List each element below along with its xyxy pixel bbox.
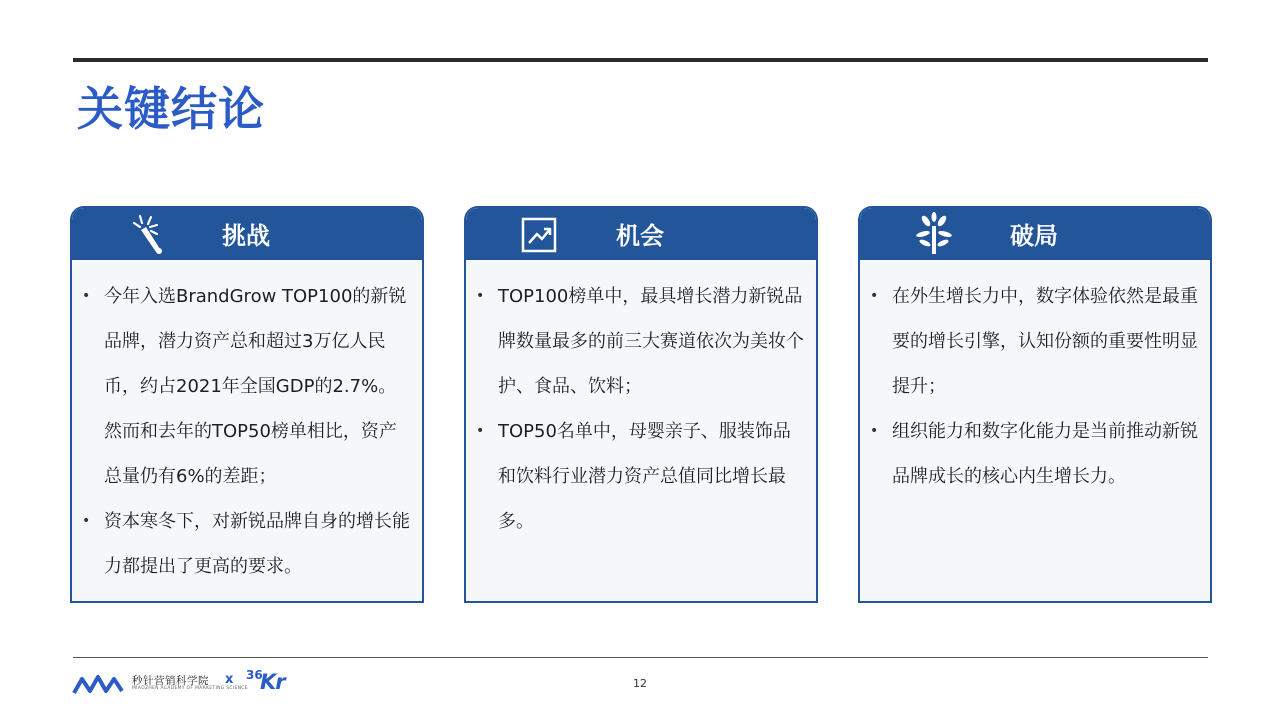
bullet-list <box>870 274 1198 499</box>
card-opportunity <box>464 206 818 603</box>
bullet-list <box>82 274 410 589</box>
card-title: 机会 <box>616 222 664 250</box>
card-header <box>466 208 816 260</box>
footer-partner-num: 36 <box>246 668 263 682</box>
footer-separator: x <box>225 672 234 687</box>
miaozhen-logo-icon <box>72 671 124 697</box>
page-title: 关键结论 <box>77 82 265 136</box>
card-challenge <box>70 206 424 603</box>
page-number: 12 <box>633 677 647 690</box>
growing-plant-icon <box>914 212 954 256</box>
top-divider <box>73 58 1208 62</box>
bottom-divider <box>73 657 1208 658</box>
footer-brand-cn: 秒针营销科学院 <box>132 675 209 687</box>
bullet-list <box>476 274 804 544</box>
card-header <box>860 208 1210 260</box>
list-item: • 资本寒冬下，对新锐品牌自身的增长能力都提出了更高的要求。 <box>82 499 410 589</box>
footer-partner-logo: Kr <box>260 670 285 694</box>
trend-chart-icon <box>520 212 560 256</box>
card-breakthrough <box>858 206 1212 603</box>
card-title: 破局 <box>1010 222 1058 250</box>
spark-wrench-icon <box>126 212 166 256</box>
list-item: • 组织能力和数字化能力是当前推动新锐品牌成长的核心内生增长力。 <box>870 409 1198 499</box>
list-item: • 在外生增长力中，数字体验依然是最重要的增长引擎，认知份额的重要性明显提升； <box>870 274 1198 409</box>
card-header <box>72 208 422 260</box>
list-item: • TOP100榜单中，最具增长潜力新锐品牌数量最多的前三大赛道依次为美妆个护、食品、饮料； <box>476 274 804 409</box>
card-title: 挑战 <box>222 222 270 250</box>
list-item: • TOP50名单中，母婴亲子、服装饰品和饮料行业潜力资产总值同比增长最多。 <box>476 409 804 544</box>
footer-brand-en: MIAOZHEN ACADEMY OF MARKETING SCIENCE <box>132 686 248 691</box>
list-item: • 今年入选BrandGrow TOP100的新锐品牌，潜力资产总和超过3万亿人民币，约占2021年全国GDP的2.7%。然而和去年的TOP50榜单相比，资产总量仍有6%的差距； <box>82 274 410 499</box>
